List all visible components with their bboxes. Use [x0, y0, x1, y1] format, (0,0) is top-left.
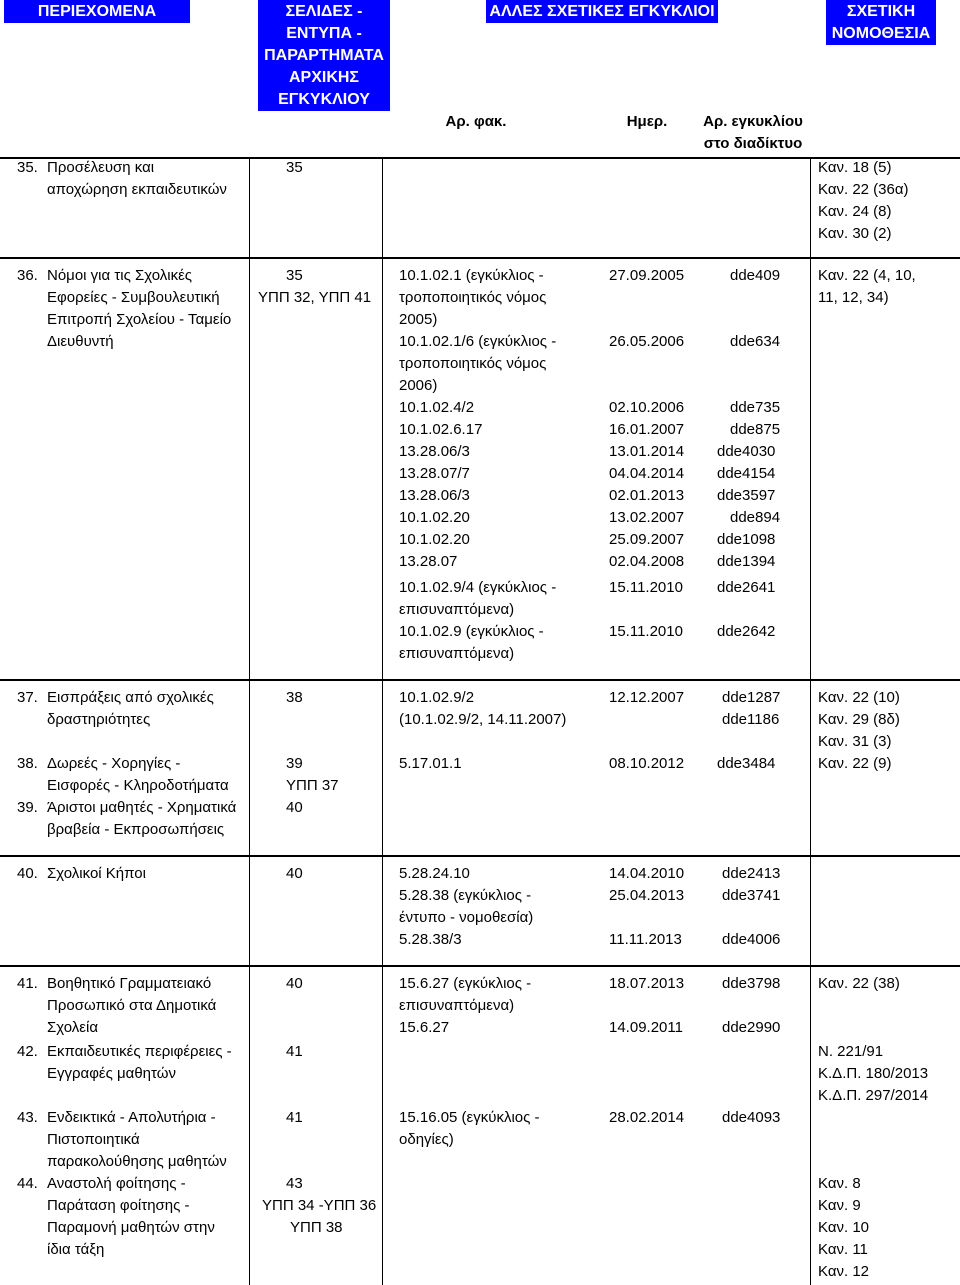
- header-legislation-line1: ΣΧΕΤΙΚΗ: [846, 3, 916, 20]
- circular-date: 27.09.2005: [609, 267, 685, 284]
- circular-date: 25.09.2007: [609, 531, 685, 548]
- row-title: Βοηθητικό Γραμματειακό: [47, 975, 212, 992]
- row-pages: 40: [286, 799, 303, 816]
- circular-date: 25.04.2013: [609, 887, 685, 904]
- row-title: βραβεία - Εκπροσωπήσεις: [47, 821, 225, 838]
- header-pages-line5: ΕΓΚΥΚΛΙΟΥ: [278, 91, 370, 108]
- circular-web-link[interactable]: dde2990: [722, 1019, 781, 1036]
- file-no: 10.1.02.9 (εγκύκλιος -: [399, 623, 544, 640]
- circular-web-link[interactable]: dde894: [730, 509, 781, 526]
- legislation: 11, 12, 34): [818, 289, 889, 306]
- circular-web-link[interactable]: dde2413: [722, 865, 781, 882]
- row-number: 41.: [17, 975, 38, 992]
- file-no: 10.1.02.6.17: [399, 421, 483, 438]
- circular-web-link[interactable]: dde409: [730, 267, 781, 284]
- circular-web-link[interactable]: dde1287: [722, 689, 781, 706]
- circular-date: 13.01.2014: [609, 443, 685, 460]
- circular-date: 04.04.2014: [609, 465, 685, 482]
- circular-web-link[interactable]: dde634: [730, 333, 781, 350]
- row-title: Εισπράξεις από σχολικές: [47, 689, 214, 706]
- row-pages: ΥΠΠ 37: [286, 777, 339, 794]
- row-number: 40.: [17, 865, 38, 882]
- header-legislation-line2: ΝΟΜΟΘΕΣΙΑ: [831, 25, 931, 42]
- row-title: Προσωπικό στα Δημοτικά: [47, 997, 217, 1014]
- row-number: 36.: [17, 267, 38, 284]
- column-divider: [810, 157, 811, 1285]
- circular-date: 11.11.2013: [609, 931, 682, 948]
- row-title: Παραμονή μαθητών στην: [47, 1219, 215, 1236]
- circular-date: 14.09.2011: [609, 1019, 683, 1036]
- row-title: Επιτροπή Σχολείου - Ταμείο: [47, 311, 232, 328]
- file-no: επισυναπτόμενα): [399, 997, 515, 1014]
- file-no: τροποποιητικός νόμος: [399, 289, 547, 306]
- circular-web-link[interactable]: dde2641: [717, 579, 776, 596]
- row-title: Σχολεία: [47, 1019, 98, 1036]
- file-no: 13.28.07/7: [399, 465, 470, 482]
- circular-web-link[interactable]: dde1186: [722, 711, 780, 728]
- circular-date: 26.05.2006: [609, 333, 685, 350]
- divider: [0, 855, 960, 857]
- file-no: επισυναπτόμενα): [399, 645, 515, 662]
- circular-web-link[interactable]: dde4006: [722, 931, 781, 948]
- row-title: Παράταση φοίτησης -: [47, 1197, 190, 1214]
- file-no: 2006): [399, 377, 438, 394]
- file-no: 5.28.38/3: [399, 931, 462, 948]
- file-no: 13.28.06/3: [399, 487, 470, 504]
- row-title: Δωρεές - Χορηγίες -: [47, 755, 181, 772]
- subheader-file-no: Αρ. φακ.: [445, 113, 507, 130]
- divider: [0, 679, 960, 681]
- row-pages: 35: [286, 267, 303, 284]
- legislation: Καν. 8: [818, 1175, 861, 1192]
- subheader-web-no-line2: στο διαδίκτυο: [703, 135, 803, 152]
- legislation: Καν. 10: [818, 1219, 870, 1236]
- circular-date: 08.10.2012: [609, 755, 685, 772]
- row-pages: 35: [286, 159, 303, 176]
- divider: [0, 257, 960, 259]
- row-title: Διευθυντή: [47, 333, 114, 350]
- file-no: 10.1.02.4/2: [399, 399, 475, 416]
- column-divider: [249, 157, 250, 1285]
- legislation: Καν. 29 (8δ): [818, 711, 900, 728]
- row-title: Πιστοποιητικά: [47, 1131, 140, 1148]
- row-pages: ΥΠΠ 34 -ΥΠΠ 36: [262, 1197, 377, 1214]
- row-pages: 43: [286, 1175, 303, 1192]
- legislation: Καν. 22 (9): [818, 755, 892, 772]
- file-no: 5.28.38 (εγκύκλιος -: [399, 887, 532, 904]
- file-no: 13.28.06/3: [399, 443, 470, 460]
- legislation: Καν. 11: [818, 1241, 868, 1258]
- legislation: Ν. 221/91: [818, 1043, 884, 1060]
- file-no: 13.28.07: [399, 553, 458, 570]
- circular-web-link[interactable]: dde2642: [717, 623, 776, 640]
- row-title: Νόμοι για τις Σχολικές: [47, 267, 193, 284]
- row-number: 43.: [17, 1109, 38, 1126]
- header-pages-line2: ΕΝΤΥΠΑ -: [286, 25, 362, 42]
- row-pages: ΥΠΠ 32, ΥΠΠ 41: [258, 289, 372, 306]
- file-no: 10.1.02.20: [399, 531, 470, 548]
- row-number: 44.: [17, 1175, 38, 1192]
- legislation: Καν. 12: [818, 1263, 870, 1280]
- header-pages-line4: ΑΡΧΙΚΗΣ: [288, 69, 360, 86]
- row-title: Άριστοι μαθητές - Χρηματικά: [47, 799, 237, 816]
- row-pages: 41: [286, 1109, 303, 1126]
- file-no: 10.1.02.9/2: [399, 689, 475, 706]
- row-pages: 38: [286, 689, 303, 706]
- row-title: αποχώρηση εκπαιδευτικών: [47, 181, 227, 198]
- header-pages-line1: ΣΕΛΙΔΕΣ -: [285, 3, 363, 20]
- circular-date: 15.11.2010: [609, 623, 683, 640]
- file-no: οδηγίες): [399, 1131, 454, 1148]
- legislation: Κ.Δ.Π. 297/2014: [818, 1087, 929, 1104]
- circular-web-link[interactable]: dde4093: [722, 1109, 781, 1126]
- row-title: Εγγραφές μαθητών: [47, 1065, 176, 1082]
- circular-web-link[interactable]: dde3798: [722, 975, 781, 992]
- circular-web-link[interactable]: dde3484: [717, 755, 776, 772]
- circular-date: 14.04.2010: [609, 865, 685, 882]
- file-no: 10.1.02.1 (εγκύκλιος -: [399, 267, 544, 284]
- file-no: (10.1.02.9/2, 14.11.2007): [399, 711, 567, 728]
- circular-web-link[interactable]: dde3741: [722, 887, 781, 904]
- file-no: έντυπο - νομοθεσία): [399, 909, 534, 926]
- circular-web-link[interactable]: dde875: [730, 421, 781, 438]
- row-title: Αναστολή φοίτησης -: [47, 1175, 186, 1192]
- row-title: δραστηριότητες: [47, 711, 151, 728]
- legislation: Καν. 24 (8): [818, 203, 892, 220]
- file-no: επισυναπτόμενα): [399, 601, 515, 618]
- column-divider: [382, 157, 383, 1285]
- file-no: 10.1.02.1/6 (εγκύκλιος -: [399, 333, 557, 350]
- subheader-web-no-line1: Αρ. εγκυκλίου: [703, 113, 803, 130]
- circular-date: 18.07.2013: [609, 975, 685, 992]
- row-pages: 39: [286, 755, 303, 772]
- file-no: 15.6.27: [399, 1019, 450, 1036]
- row-number: 42.: [17, 1043, 38, 1060]
- circular-date: 28.02.2014: [609, 1109, 685, 1126]
- legislation: Καν. 22 (4, 10,: [818, 267, 916, 284]
- row-title: ίδια τάξη: [47, 1241, 105, 1258]
- row-pages: 41: [286, 1043, 303, 1060]
- row-number: 39.: [17, 799, 38, 816]
- row-number: 37.: [17, 689, 38, 706]
- legislation: Καν. 30 (2): [818, 225, 892, 242]
- file-no: 10.1.02.20: [399, 509, 470, 526]
- row-pages: 40: [286, 975, 303, 992]
- table-header: [0, 0, 960, 157]
- row-title: Εφορείες - Συμβουλευτική: [47, 289, 220, 306]
- header-pages-line3: ΠΑΡΑΡΤΗΜΑΤΑ: [264, 47, 384, 64]
- circular-date: 02.10.2006: [609, 399, 685, 416]
- legislation: Καν. 22 (38): [818, 975, 900, 992]
- circular-web-link[interactable]: dde1098: [717, 531, 776, 548]
- circular-web-link[interactable]: dde3597: [717, 487, 776, 504]
- circular-date: 02.04.2008: [609, 553, 685, 570]
- row-title: παρακολούθησης μαθητών: [47, 1153, 227, 1170]
- file-no: 5.28.24.10: [399, 865, 470, 882]
- circular-date: 12.12.2007: [609, 689, 685, 706]
- row-title: Σχολικοί Κήποι: [47, 865, 146, 882]
- circular-web-link[interactable]: dde4154: [717, 465, 776, 482]
- file-no: 10.1.02.9/4 (εγκύκλιος -: [399, 579, 557, 596]
- header-contents: ΠΕΡΙΕΧΟΜΕΝΑ: [37, 3, 157, 20]
- circular-web-link[interactable]: dde735: [730, 399, 781, 416]
- circular-date: 15.11.2010: [609, 579, 683, 596]
- file-no: 15.16.05 (εγκύκλιος -: [399, 1109, 540, 1126]
- legislation: Καν. 18 (5): [818, 159, 892, 176]
- circular-date: 13.02.2007: [609, 509, 685, 526]
- file-no: τροποποιητικός νόμος: [399, 355, 547, 372]
- circular-date: 02.01.2013: [609, 487, 685, 504]
- circular-web-link[interactable]: dde4030: [717, 443, 776, 460]
- row-number: 35.: [17, 159, 38, 176]
- row-number: 38.: [17, 755, 38, 772]
- row-title: Εισφορές - Κληροδοτήματα: [47, 777, 229, 794]
- legislation: Καν. 31 (3): [818, 733, 892, 750]
- row-pages: 40: [286, 865, 303, 882]
- header-circulars: ΑΛΛΕΣ ΣΧΕΤΙΚΕΣ ΕΓΚΥΚΛΙΟΙ: [489, 3, 715, 20]
- row-title: Εκπαιδευτικές περιφέρειες -: [47, 1043, 232, 1060]
- file-no: 15.6.27 (εγκύκλιος -: [399, 975, 532, 992]
- legislation: Κ.Δ.Π. 180/2013: [818, 1065, 929, 1082]
- row-title: Ενδεικτικά - Απολυτήρια -: [47, 1109, 216, 1126]
- legislation: Καν. 22 (10): [818, 689, 900, 706]
- circular-web-link[interactable]: dde1394: [717, 553, 776, 570]
- circular-date: 16.01.2007: [609, 421, 685, 438]
- file-no: 2005): [399, 311, 438, 328]
- file-no: 5.17.01.1: [399, 755, 462, 772]
- subheader-date: Ημερ.: [626, 113, 668, 130]
- legislation: Καν. 22 (36α): [818, 181, 909, 198]
- divider: [0, 965, 960, 967]
- row-title: Προσέλευση και: [47, 159, 155, 176]
- row-pages: ΥΠΠ 38: [290, 1219, 343, 1236]
- legislation: Καν. 9: [818, 1197, 861, 1214]
